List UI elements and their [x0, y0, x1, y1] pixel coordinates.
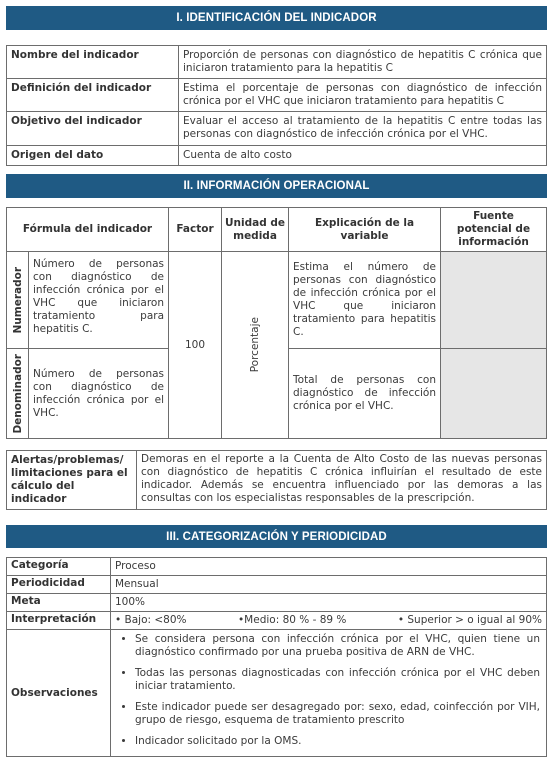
alertas-label: Alertas/problemas/ limitaciones para el cálculo del indicador — [7, 451, 137, 510]
row-definicion — [7, 79, 547, 112]
unidad-cell — [222, 252, 289, 439]
value-definicion: Estima el porcentaje de personas con diagnóstico de infección crónica por el VHC que iniciaron tratamiento para hepatitis C — [179, 79, 547, 112]
indicator-sheet — [6, 6, 547, 757]
header-factor: Factor — [169, 208, 222, 252]
row-meta — [7, 594, 547, 612]
header-unidad: Unidad de medida — [222, 208, 289, 252]
label-periodicidad: Periodicidad — [7, 576, 111, 594]
value-categoria: Proceso — [111, 558, 547, 576]
label-observaciones: Observaciones — [7, 630, 111, 757]
row-objetivo — [7, 112, 547, 146]
numerador-fuente — [441, 252, 547, 349]
label-meta: Meta — [7, 594, 111, 612]
header-formula: Fórmula del indicador — [7, 208, 169, 252]
label-interpretacion: Interpretación — [7, 612, 111, 630]
interpretacion-superior: • Superior > o igual al 90% — [397, 614, 542, 626]
section-3-title: III. CATEGORIZACIÓN Y PERIODICIDAD — [166, 530, 387, 543]
unidad-value: Porcentaje — [249, 317, 262, 373]
numerador-label-cell — [7, 252, 29, 349]
observacion-item: • Todas las personas diagnosticadas con infección crónica por el VHC deben iniciar tratamiento. — [135, 667, 540, 693]
factor-value: 100 — [169, 252, 222, 439]
section-1-banner — [6, 6, 547, 30]
value-objetivo: Evaluar el acceso al tratamiento de la hepatitis C entre todas las personas con diagnóstico de infección crónica por el VHC. — [179, 112, 547, 146]
denominador-fuente — [441, 349, 547, 439]
observaciones-list — [115, 633, 540, 748]
numerador-row — [7, 252, 547, 349]
row-nombre — [7, 46, 547, 79]
header-explicacion: Explicación de la variable — [289, 208, 441, 252]
alertas-value: Demoras en el reporte a la Cuenta de Alto Costo de las nuevas personas con diagnóstico de hepatitis C crónica influirían el resultado de este indicador. Además se encuentra influenciado por las demoras a las consultas con los especialistas responsables de la prescripción. — [137, 451, 547, 510]
numerador-label: Numerador — [11, 266, 24, 334]
row-observaciones — [7, 630, 547, 757]
value-interpretacion — [111, 612, 547, 630]
operational-table — [6, 207, 547, 439]
alertas-row — [7, 451, 547, 510]
label-nombre: Nombre del indicador — [7, 46, 179, 79]
observacion-item: • Este indicador puede ser desagregado por: sexo, edad, coinfección por VIH, grupo de riesgo, esquema de tratamiento prescrito — [135, 701, 540, 727]
header-fuente: Fuente potencial de información — [441, 208, 547, 252]
row-origen — [7, 146, 547, 166]
value-observaciones — [111, 630, 547, 757]
label-categoria: Categoría — [7, 558, 111, 576]
denominador-label-cell — [7, 349, 29, 439]
label-definicion: Definición del indicador — [7, 79, 179, 112]
operational-header-row — [7, 208, 547, 252]
section-2-title: II. INFORMACIÓN OPERACIONAL — [183, 180, 370, 192]
label-origen: Origen del dato — [7, 146, 179, 166]
value-meta: 100% — [111, 594, 547, 612]
alertas-table — [6, 450, 547, 510]
row-interpretacion — [7, 612, 547, 630]
row-periodicidad — [7, 576, 547, 594]
value-periodicidad: Mensual — [111, 576, 547, 594]
value-nombre: Proporción de personas con diagnóstico de hepatitis C crónica que iniciaron tratamiento para la hepatitis C — [179, 46, 547, 79]
section-1-title: I. IDENTIFICACIÓN DEL INDICADOR — [176, 12, 377, 24]
categorization-table — [6, 557, 547, 757]
row-categoria — [7, 558, 547, 576]
section-3-banner — [6, 525, 547, 548]
observacion-item: • Se considera persona con infección crónica por el VHC, quien tiene un diagnóstico confirmado por una prueba positiva de ARN de VHC. — [135, 633, 540, 659]
interpretacion-medio: •Medio: 80 % - 89 % — [237, 614, 347, 626]
denominador-formula: Número de personas con diagnóstico de infección crónica por el VHC. — [29, 349, 169, 439]
value-origen: Cuenta de alto costo — [179, 146, 547, 166]
interpretacion-bajo: • Bajo: <80% — [115, 614, 187, 626]
numerador-explicacion: Estima el número de personas con diagnóstico de infección crónica por el VHC que iniciaron tratamiento para hepatitis C. — [289, 252, 441, 349]
denominador-explicacion: Total de personas con diagnóstico de infección crónica por el VHC. — [289, 349, 441, 439]
identification-table — [6, 45, 547, 166]
observacion-item: • Indicador solicitado por la OMS. — [135, 735, 540, 748]
denominador-label: Denominador — [11, 353, 24, 434]
numerador-formula: Número de personas con diagnóstico de infección crónica por el VHC que iniciaron tratamiento para hepatitis C. — [29, 252, 169, 349]
section-2-banner — [6, 174, 547, 198]
label-objetivo: Objetivo del indicador — [7, 112, 179, 146]
